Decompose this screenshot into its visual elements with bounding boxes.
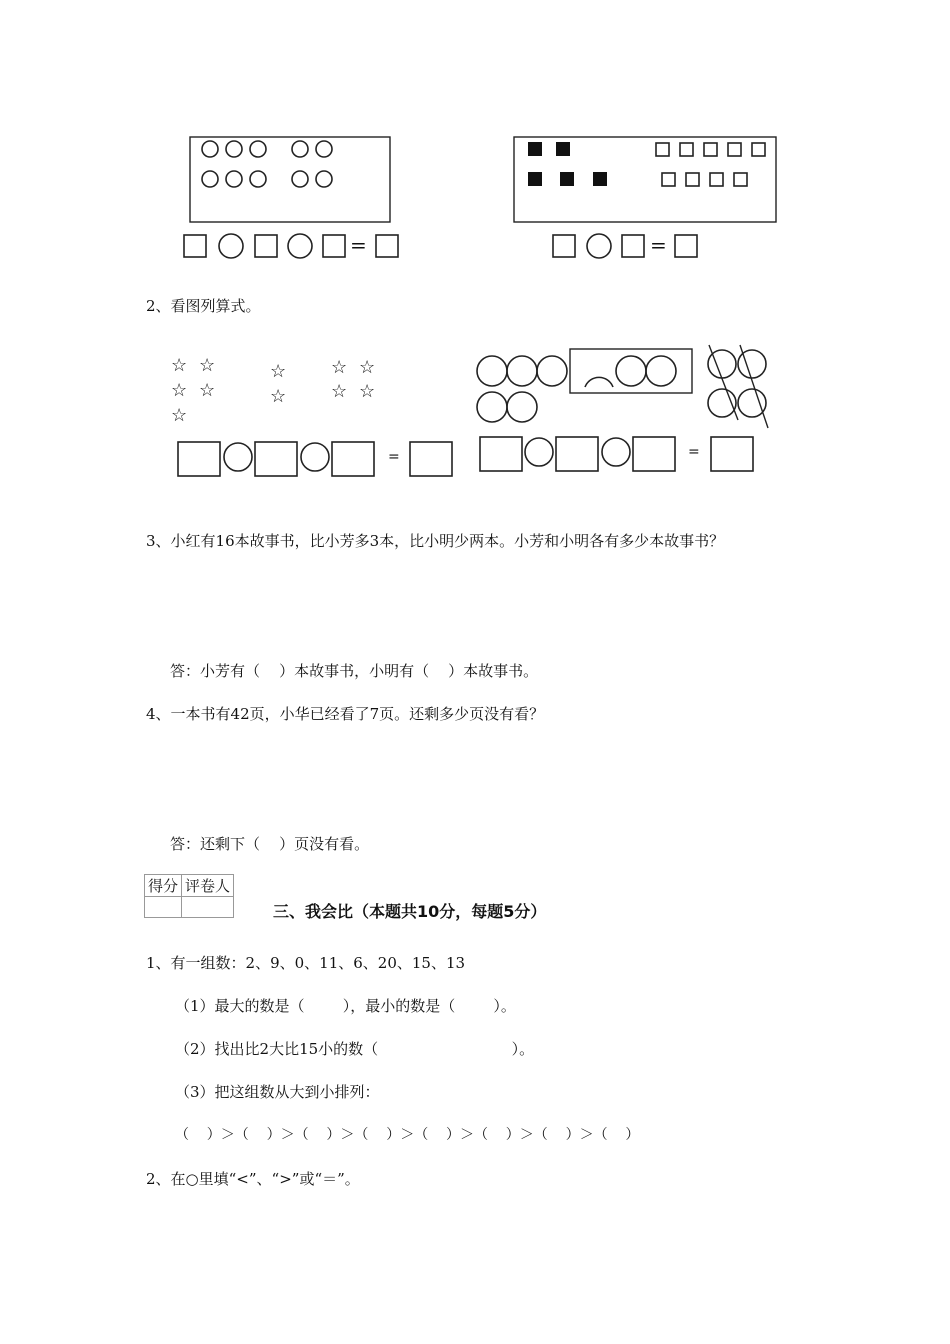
star-icon: ☆ [359,357,376,378]
star-icon: ☆ [359,381,376,402]
star-icon: ☆ [171,405,188,426]
q2-heading: 2、看图列算式。 [146,297,261,315]
star-icon: ☆ [270,361,287,382]
q2-left-answer-row [178,442,452,476]
score-label: 得分 [145,875,182,897]
left-equals-sign: = [350,233,367,257]
s3q1-ordering: （ ）＞（ ）＞（ ）＞（ ）＞（ ）＞（ ）＞（ ）＞（ ） [175,1127,640,1143]
q4-answer: 答：还剩下（ ）页没有看。 [170,835,370,853]
q4-question: 4、一本书有42页，小华已经看了7页。还剩多少页没有看？ [146,705,545,723]
section3-title: 三、我会比（本题共10分，每题5分） [273,902,547,921]
star-icon: ☆ [199,380,216,401]
q2-circles [477,345,768,428]
grader-label: 评卷人 [182,875,234,897]
q2-right-equals-sign: = [688,444,700,460]
q2-left-equals-sign: = [388,449,400,465]
right-equals-sign: = [650,233,667,257]
q3-answer: 答：小芳有（ ）本故事书，小明有（ ）本故事书。 [170,662,539,680]
grader-cell[interactable] [182,897,234,918]
s3q1-part2: （2）找出比2大比15小的数（ ）。 [175,1040,535,1058]
star-icon: ☆ [331,381,348,402]
star-icon: ☆ [171,380,188,401]
q3-question: 3、小红有16本故事书，比小芳多3本，比小明少两本。小芳和小明各有多少本故事书？ [146,532,725,550]
star-icon: ☆ [199,355,216,376]
s3q2-question: 2、在○里填“<”、“>”或“＝”。 [146,1170,360,1188]
q2-right-answer-row [480,437,753,471]
star-icon: ☆ [270,386,287,407]
s3q1-part3: （3）把这组数从大到小排列： [175,1083,380,1101]
star-icon: ☆ [171,355,188,376]
figure-q2 [0,0,950,520]
score-cell[interactable] [145,897,182,918]
score-table [144,874,234,918]
s3q1-question: 1、有一组数：2、9、0、11、6、20、15、13 [146,954,466,972]
star-icon: ☆ [331,357,348,378]
s3q1-part1: （1）最大的数是（ ），最小的数是（ ）。 [175,997,516,1015]
